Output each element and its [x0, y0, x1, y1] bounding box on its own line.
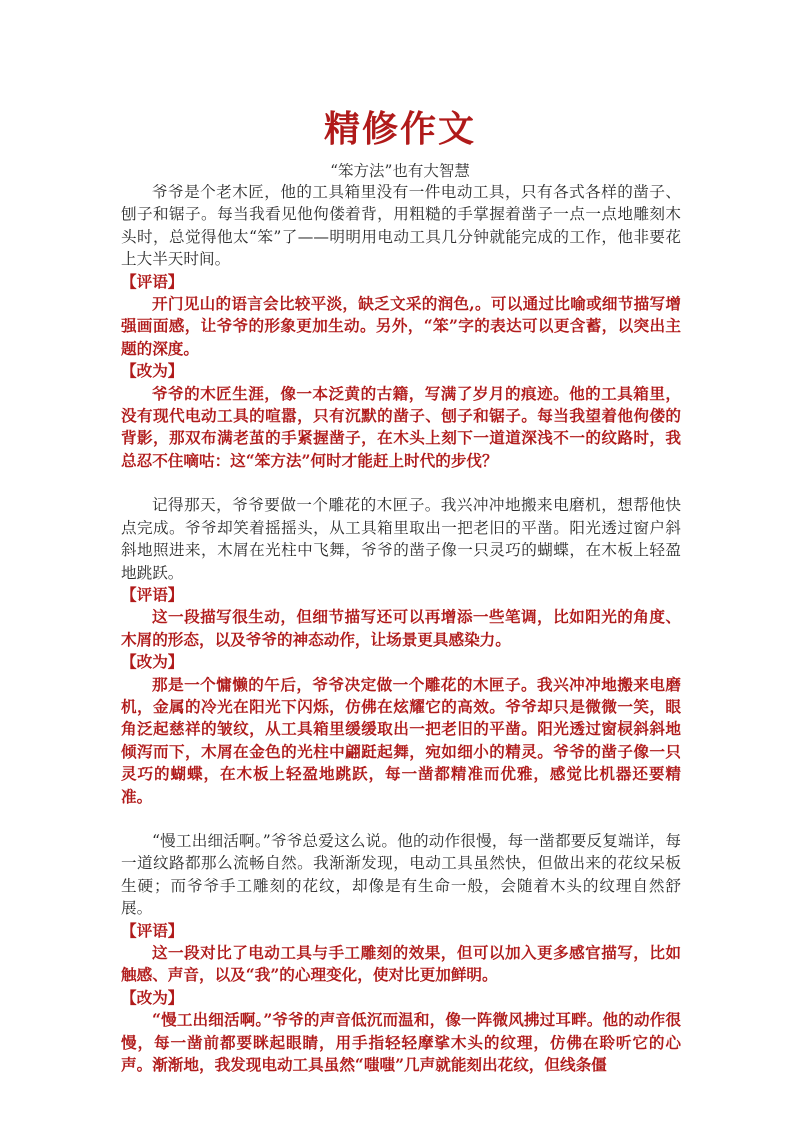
revision-paragraph: “慢工出细活啊。”爷爷的声音低沉而温和，像一阵微风拂过耳畔。他的动作很慢，每一凿前都要眯起眼睛，用手指轻轻摩挲木头的纹理，仿佛在聆听它的心声。渐渐地，我发现电动工具虽然“嗤嗤”几声就能刻出花纹，但线条僵 — [121, 1010, 681, 1075]
original-paragraph: 爷爷是个老木匠，他的工具箱里没有一件电动工具，只有各式各样的凿子、刨子和锯子。每当我看见他佝偻着背，用粗糙的手掌握着凿子一点一点地雕刻木头时，总觉得他太“笨”了——明明用电动工具几分钟就能完成的工作，他非要花上大半天时间。 — [121, 183, 681, 269]
comment-paragraph: 这一段对比了电动工具与手工雕刻的效果，但可以加入更多感官描写，比如触感、声音，以及“我”的心理变化，使对比更加鲜明。 — [121, 943, 681, 985]
comment-paragraph: 这一段描写很生动，但细节描写还可以再增添一些笔调，比如阳光的角度、木屑的形态，以及爷爷的神态动作，让场景更具感染力。 — [121, 607, 681, 649]
original-paragraph: 记得那天，爷爷要做一个雕花的木匣子。我兴冲冲地搬来电磨机，想帮他快点完成。爷爷却笑着摇摇头，从工具箱里取出一把老旧的平凿。阳光透过窗户斜斜地照进来，木屑在光柱中飞舞，爷爷的凿子像一只灵巧的蝴蝶，在木板上轻盈地跳跃。 — [121, 496, 681, 582]
revision-tag: 【改为】 — [121, 987, 184, 1007]
essay-content — [121, 181, 681, 1076]
revision-paragraph: 爷爷的木匠生涯，像一本泛黄的古籍，写满了岁月的痕迹。他的工具箱里，没有现代电动工具的喧嚣，只有沉默的凿子、刨子和锯子。每当我望着他佝偻的背影，那双布满老茧的手紧握凿子，在木头上刻下一道道深浅不一的纹路时，我总忍不住嘀咕：这“笨方法”何时才能赶上时代的步伐？ — [121, 383, 681, 470]
comment-tag: 【评语】 — [121, 920, 184, 940]
comment-paragraph: 开门见山的语言会比较平淡，缺乏文采的润色,。可以通过比喻或细节描写增强画面感，让爷爷的形象更加生动。另外，“笨”字的表达可以更含蓄，以突出主题的深度。 — [121, 294, 681, 358]
comment-tag: 【评语】 — [121, 271, 184, 291]
original-paragraph: “慢工出细活啊。”爷爷总爱这么说。他的动作很慢，每一凿都要反复端详，每一道纹路都那么流畅自然。我渐渐发现，电动工具虽然快，但做出来的花纹呆板生硬；而爷爷手工雕刻的花纹，却像是有生命一般，会随着木头的纹理自然舒展。 — [121, 831, 681, 918]
section-spacer — [121, 808, 681, 830]
comment-tag: 【评语】 — [121, 584, 184, 604]
revision-tag: 【改为】 — [121, 361, 184, 381]
essay-subtitle: “笨方法”也有大智慧 — [330, 162, 470, 180]
revision-tag: 【改为】 — [121, 652, 184, 672]
revision-paragraph: 那是一个慵懒的午后，爷爷决定做一个雕花的木匣子。我兴冲冲地搬来电磨机，金属的冷光在阳光下闪烁，仿佛在炫耀它的高效。爷爷却只是微微一笑，眼角泛起慈祥的皱纹，从工具箱里缓缓取出一把老旧的平凿。阳光透过窗棂斜斜地倾泻而下，木屑在金色的光柱中翩跹起舞，宛如细小的精灵。爷爷的凿子像一只灵巧的蝴蝶，在木板上轻盈地跳跃，每一凿都精准而优雅，感觉比机器还要精准。 — [121, 674, 681, 806]
page-title: 精修作文 — [323, 108, 476, 150]
section-spacer — [121, 472, 681, 494]
